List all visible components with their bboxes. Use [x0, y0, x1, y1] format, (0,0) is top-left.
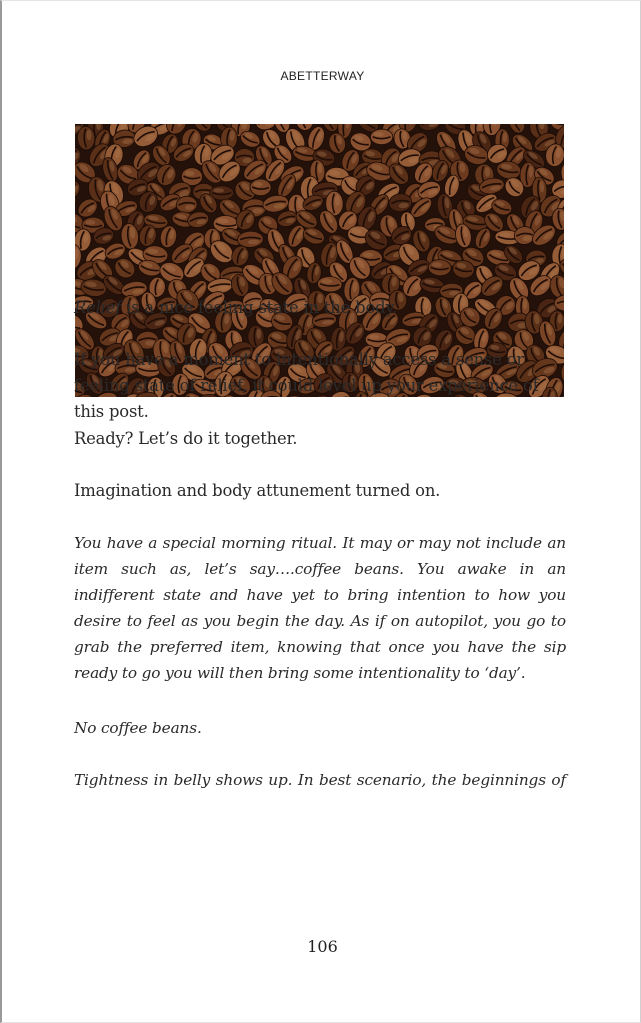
paragraph-tightness: Tightness in belly shows up. In best scenario, the beginnings of	[74, 771, 566, 789]
paragraph-relief-rest: is a nice feeling state in the body.	[121, 298, 398, 317]
paragraph-no-coffee: No coffee beans.	[74, 719, 202, 737]
paragraph-relief	[74, 295, 566, 321]
paragraph-access-relief: If you have a moment to intentionally access a sense or feeling state of relief, it could level up your experience of this post.	[74, 350, 539, 421]
emphasis-relief: Relief	[74, 298, 122, 317]
paragraph-imagination: Imagination and body attunement turned on.	[74, 481, 441, 500]
paragraph-ready: Ready? Let’s do it together.	[74, 429, 298, 448]
paragraph-morning-ritual: You have a special morning ritual. It may or may not include an item such as, let’s say….coffee beans. You awake in an indifferent state and have yet to bring intention to how you desire to feel as you begin the day. As if on autopilot, you go to grab the preferred item, knowing that once you have the sip ready to go you will then bring some intentionality to ‘day’.	[74, 534, 566, 682]
running-head: ABETTERWAY	[280, 69, 365, 83]
page-number: 106	[307, 937, 338, 956]
